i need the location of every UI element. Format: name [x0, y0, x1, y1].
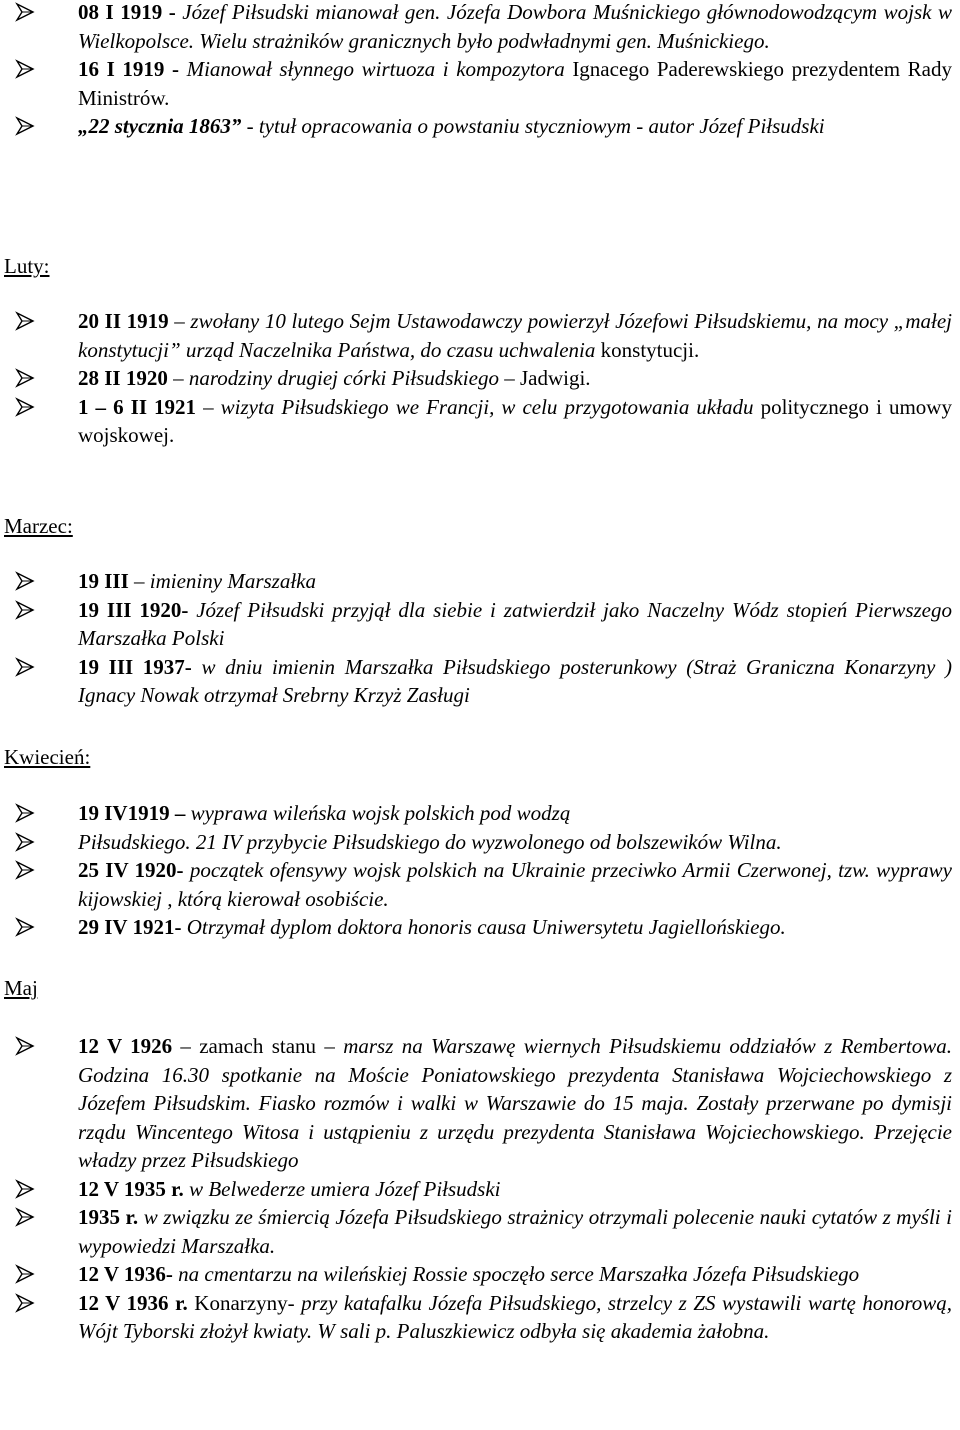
text-run: 16 I 1919 - [78, 57, 187, 81]
list-item [0, 55, 960, 112]
section-list [0, 307, 960, 450]
text-run: 20 II 1919 [78, 309, 169, 333]
arrowhead-bullet-icon [15, 917, 35, 937]
text-run: Mianował słynnego wirtuoza i kompozytora [186, 57, 573, 81]
arrowhead-bullet-icon [15, 116, 35, 136]
list-item [0, 1260, 960, 1289]
text-run: 19 III 1920- [78, 597, 189, 622]
text-run: 29 IV 1921- [78, 915, 182, 939]
arrowhead-bullet-icon [15, 1207, 35, 1227]
text-run: Ignacego Paderewskiego prezydentem Rady Ministrów. [78, 57, 952, 110]
section-list [0, 799, 960, 942]
text-run: Józef Piłsudski przyjął dla siebie i zatwierdził jako Naczelny Wódz stopień Pierwszego Marszałka Polski [78, 597, 952, 650]
arrowhead-bullet-icon [15, 59, 35, 79]
text-run: Piłsudskiego. 21 IV przybycie Piłsudskiego do wyzwolonego od bolszewików Wilna. [78, 829, 782, 854]
list-item [0, 1032, 960, 1175]
text-run: politycznego i umowy wojskowej. [78, 394, 952, 447]
text-run: wyprawa wileńska wojsk polskich pod wodzą [185, 801, 571, 825]
list-item [0, 1175, 960, 1204]
list-item [0, 856, 960, 913]
text-run: 1935 r. [78, 1205, 139, 1229]
section-heading-marzec: Marzec: [4, 514, 73, 538]
text-run: 08 I 1919 - [78, 0, 183, 24]
list-item [0, 393, 960, 450]
text-run: 25 IV 1920- [78, 858, 184, 882]
text-run: – imieniny Marszałka [128, 569, 317, 593]
text-run: początek ofensywy wojsk polskich na Ukrainie przeciwko Armii Czerwonej, tzw. wyprawy kijowskiej , którą kierował osobiście. [78, 858, 952, 911]
list-item [0, 1289, 960, 1346]
arrowhead-bullet-icon [15, 368, 35, 388]
text-run: marsz na Warszawę wiernych Piłsudskiemu oddziałów z Rembertowa. Godzina 16.30 spotkanie na Moście Poniatowskiego prezydenta Stanisława Wojciechowskiego z Józefem Piłsudskim. Fiasko rozmów i walki w Warszawie do 15 maja. Zostały przerwane po dymisji rządu Wincentego Witosa i ustąpieniu z urzędu prezydenta Stanisława Wojciechowskiego. Przejęcie władzy przez Piłsudskiego [78, 1034, 952, 1172]
list-item [0, 828, 960, 857]
section-heading-maj: Maj [4, 976, 38, 1000]
text-run: Józef Piłsudski mianował gen. Józefa Dowbora Muśnickiego głównodowodzącym wojsk w Wielkopolsce. Wielu strażników granicznych było podwładnymi gen. Muśnickiego. [78, 0, 952, 53]
list-item [0, 307, 960, 364]
section-heading-kwiecien: Kwiecień: [4, 745, 91, 769]
arrowhead-bullet-icon [15, 832, 35, 852]
arrowhead-bullet-icon [15, 1293, 35, 1313]
text-run: przy katafalku Józefa Piłsudskiego, strzelcy z ZS wystawili wartę honorową, Wójt Tyborski złożył kwiaty. W sali p. Paluszkiewicz odbyła się akademia żałobna. [78, 1290, 952, 1343]
list-item [0, 0, 960, 55]
text-run: „22 stycznia 1863” [78, 114, 242, 138]
text-run: 19 III [78, 569, 129, 593]
section-list [0, 1032, 960, 1346]
list-item [0, 1203, 960, 1260]
text-run: – zamach stanu – [172, 1034, 344, 1058]
arrowhead-bullet-icon [15, 600, 35, 620]
arrowhead-bullet-icon [15, 1179, 35, 1199]
text-run: 12 V 1936 r. [78, 1290, 188, 1315]
text-run: – wizyta Piłsudskiego we Francji, w celu przygotowania układu [196, 394, 761, 419]
text-run: konstytucji. [600, 337, 700, 362]
arrowhead-bullet-icon [15, 803, 35, 823]
arrowhead-bullet-icon [15, 397, 35, 417]
section-list [0, 0, 960, 141]
section-list [0, 567, 960, 710]
text-run: w dniu imienin Marszałka Piłsudskiego posterunkowy (Straż Graniczna Konarzyny ) Ignacy Nowak otrzymał Srebrny Krzyż Zasługi [78, 654, 952, 707]
text-run: Jadwigi. [519, 366, 591, 390]
arrowhead-bullet-icon [15, 311, 35, 331]
list-item [0, 913, 960, 942]
text-run: 12 V 1936- [78, 1262, 173, 1286]
list-item [0, 364, 960, 393]
text-run: 28 II 1920 [78, 366, 168, 390]
text-run: 1 – 6 II 1921 [78, 394, 197, 419]
text-run: – narodziny drugiej córki Piłsudskiego – [167, 366, 520, 390]
text-run: 19 III 1937- [78, 654, 192, 679]
section-heading-luty: Luty: [4, 254, 50, 278]
list-item [0, 567, 960, 596]
text-run: Otrzymał dyplom doktora honoris causa Uniwersytetu Jagiellońskiego. [181, 915, 786, 939]
arrowhead-bullet-icon [15, 571, 35, 591]
arrowhead-bullet-icon [15, 1264, 35, 1284]
arrowhead-bullet-icon [15, 2, 35, 22]
list-item [0, 596, 960, 653]
text-run: 12 V 1935 r. [78, 1176, 184, 1201]
arrowhead-bullet-icon [15, 1036, 35, 1056]
text-run: 12 V 1926 [78, 1034, 173, 1058]
text-run: na cmentarzu na wileńskiej Rossie spoczęło serce Marszałka Józefa Piłsudskiego [172, 1262, 860, 1286]
text-run: 19 IV1919 – [78, 801, 186, 825]
text-run: Konarzyny- [187, 1290, 295, 1315]
text-run: w Belwederze umiera Józef Piłsudski [183, 1176, 501, 1201]
arrowhead-bullet-icon [15, 657, 35, 677]
list-item [0, 653, 960, 710]
list-item [0, 799, 960, 828]
text-run: w związku ze śmiercią Józefa Piłsudskiego strażnicy otrzymali polecenie nauki cytatów z myśli i wypowiedzi Marszałka. [78, 1205, 952, 1258]
text-run: – zwołany 10 lutego Sejm Ustawodawczy powierzył Józefowi Piłsudskiemu, na mocy „małej konstytucji” urząd Naczelnika Państwa, do czasu uchwalenia [78, 309, 952, 362]
arrowhead-bullet-icon [15, 860, 35, 880]
text-run: - tytuł opracowania o powstaniu styczniowym - autor Józef Piłsudski [241, 114, 825, 138]
list-item [0, 112, 960, 141]
